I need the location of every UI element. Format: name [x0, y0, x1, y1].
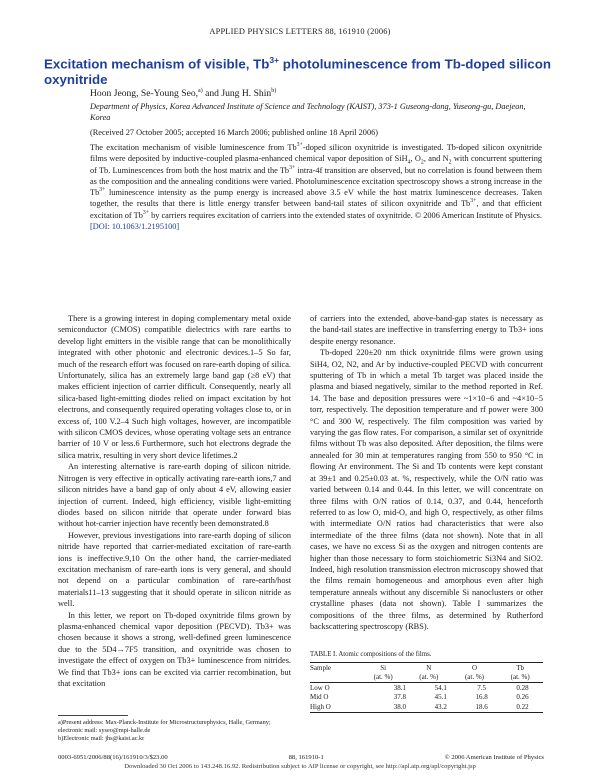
paragraph: of carriers into the extended, above-band-gap states is necessary as the band-tail states are ineffective in transferring energy to Tb3+ ions despite energy resonance.: [310, 314, 543, 346]
affiliation: Department of Physics, Korea Advanced Institute of Science and Technology (KAIST), 373-1 Guseong-dong, Yuseong-gu, Daejeon, Korea: [90, 102, 526, 123]
authors: [90, 88, 276, 99]
footer-copyright: © 2006 American Institute of Physics: [444, 754, 544, 761]
body-column-right: [310, 313, 543, 632]
download-notice: Downloaded 30 Oct 2006 to 143.248.16.92. Redistribution subject to AIP license or copyright, see http://apl.aip.org/apl/copyright.jsp: [124, 763, 476, 770]
doi-link[interactable]: [DOI: 10.1063/1.2195100]: [90, 222, 180, 232]
footer-page: 88, 161910-1: [288, 754, 324, 761]
footnote-b: b)Electronic mail: jhs@kaist.ac.kr: [58, 735, 145, 743]
author-1: Hoon Jeong, Se-Young Seo,: [90, 88, 199, 100]
composition-table: [310, 663, 543, 682]
paragraph: There is a growing interest in doping complementary metal oxide semiconductor (CMOS) compatible dielectrics with rare earths to develop light emitters in the visible range that can be monolithically integrated with other photonic and electronic devices.1–5 So far, much of the research effort was focused on rare-earth doping of silica. Unfortunately, silica has an extremely large band gap (≥8 eV) that makes efficient injection of carrier difficult. Consequently, nearly all silica-based light-emitting diodes relied on impact excitation by hot electrons, and consequently required operating voltages close to, or in excess of, 100 V.2–4 Such high voltages, however, are incompatible with silicon CMOS devices, whose operating voltage sets an entrance barrier of 10 V or less.6 Furthermore, such hot electrons degrade the silica matrix, resulting in very short device lifetimes.2: [58, 314, 291, 460]
table-row: High O 38.0 43.2 18.6 0.22: [310, 702, 529, 711]
title-superscript: 3+: [269, 55, 280, 65]
footnotes: [58, 715, 291, 744]
body-column-left: [58, 313, 291, 689]
title-text-1: Excitation mechanism of visible, Tb: [44, 56, 270, 72]
author-1-mark: a): [198, 88, 203, 94]
table-row: Mid O 37.8 45.1 16.8 0.26: [310, 693, 529, 702]
table-header-row: Sample Si N O Tb: [310, 663, 525, 672]
table-caption: TABLE I. Atomic compositions of the films.: [310, 651, 432, 658]
composition-table-body: [310, 683, 543, 712]
paragraph: An interesting alternative is rare-earth doping of silicon nitride. Nitrogen is very effective in optically activating rare-earth ions,7 and silicon nitrides have a band gap of only about 4 eV, allowing easier injection of current. Indeed, high efficiency, visible light-emitting diodes based on silicon nitride that operate under forward bias without hot-carrier injection have recently been demonstrated.8: [58, 462, 291, 529]
journal-header: APPLIED PHYSICS LETTERS 88, 161910 (2006): [209, 27, 391, 36]
author-2: and Jung H. Shin: [202, 88, 272, 100]
table-row: Low O 38.1 54.1 7.5 0.28: [310, 683, 529, 692]
abstract: The excitation mechanism of visible luminescence from $Tb^{3+}$-doped silicon oxynitride is investigated. Tb-doped silicon oxynitride films were deposited by inductive-coupled plasma-enhanced chemical vapor deposition of SiH$_4$, $O_2$, and $N_2$ with concurrent sputtering of Tb. Luminescences from both the host matrix and the $Tb^{3+}$ intra-4f transition are observed, but no correlation is found between them as the composition and the annealing conditions were varied. Photoluminescence excitation spectroscopy shows a strong increase in the $Tb^{3+}$ luminescence intensity as the pump energy is increased above 3.5 eV while the host matrix luminescence decreases. Taken together, the results that there is little energy transfer between band-tail states of silicon oxynitride and $Tb^{3+}$, and that efficient excitation of $Tb^{3+}$ by carriers requires excitation of carriers into the extended states of oxynitride. © 2006 American Institute of Physics. [DOI: 10.1063/1.2195100]: [90, 142, 542, 232]
composition-table-block: [310, 651, 543, 713]
paragraph: However, previous investigations into rare-earth doping of silicon nitride have reported that carrier-mediated excitation of rare-earth ions is ineffective.9,10 On the other hand, the carrier-mediated excitation mechanism of rare-earth ions is very general, and should not depend on a particular combination of rare-earth/host materials11–13 suggesting that it should operate in silicon nitride as well.: [58, 530, 291, 609]
author-2-mark: b): [271, 88, 277, 94]
paragraph: Tb-doped 220±20 nm thick oxynitride films were grown using SiH4, O2, N2, and Ar by inductive-coupled PECVD with concurrent sputtering of Tb in which a metal Tb target was placed inside the plasma and biased negatively, similar to the method reported in Ref. 14. The base and deposition pressures were ~1×10−6 and ~4×10−5 torr, respectively. The deposition temperature and rf power were 300 °C and 300 W, respectively. The film composition was varied by varying the gas flow rates. For comparison, a similar set of oxynitride films without Tb was also deposited. After deposition, the films were annealed for 30 min at temperatures ranging from 550 to 950 °C in flowing Ar environment. The Si and Tb contents were kept constant at 39±1 and 0.25±0.03 at. %, respectively, while the O/N ratio was varied between 0.14 and 0.44. In this letter, we will concentrate on three films with O/N ratios of 0.14, 0.37, and 0.44, henceforth referred to as low O, mid-O, and high O, respectively, as other films with intermediate O/N ratios had characteristics that were also intermediate of the three films (data not shown). Note that in all cases, we have no excess Si as the oxygen and nitrogen contents are higher than those necessary to form stoichiometric Si3N4 and SiO2. Indeed, high resolution transmission electron microscopy showed that the films remain homogeneous and amorphous even after high temperature anneals without any discernible Si nanoclusters or other crystalline phases (data not shown). Table I summarizes the compositions of the three films, as determined by Rutherford backscattering spectroscopy (RBS).: [310, 348, 543, 631]
footer-issn: 0003-6951/2006/88(16)/161910/3/$23.00: [58, 754, 168, 761]
paper-title: [44, 52, 564, 88]
paragraph: In this letter, we report on Tb-doped oxynitride films grown by plasma-enhanced chemical vapor deposition (PECVD). Tb3+ was chosen because it shows a strong, well-defined green luminescence due to the 5D4→7F5 transition, and oxynitride was chosen to investigate the effect of oxygen on Tb3+ luminescence from nitrides. We find that Tb3+ ions can be excited via carrier recombination, but that excitation: [58, 610, 291, 688]
table-unit-row: (at. %) (at. %) (at. %) (at. %): [373, 673, 530, 682]
footnote-a: a)Present address: Max-Planck-Institute for Microstructurephysics, Halle, Germany; electronic mail: syseo@mpi-halle.de: [58, 719, 271, 735]
page-footer: [58, 754, 544, 761]
received-dates: (Received 27 October 2005; accepted 16 March 2006; published online 18 April 2006): [90, 128, 379, 137]
title-text-2: photoluminescence from Tb-doped silicon oxynitride: [44, 56, 551, 88]
